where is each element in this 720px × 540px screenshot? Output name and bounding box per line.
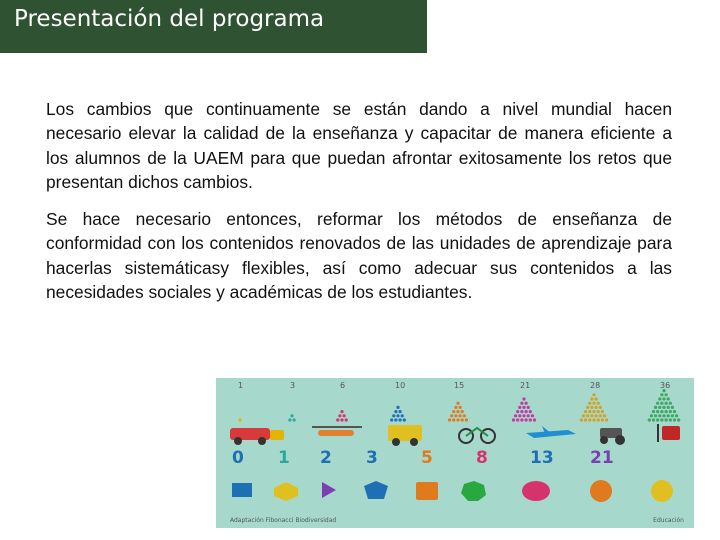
fibonacci-numbers [216,448,694,476]
triangle-dot [238,418,241,421]
triangle-dot [527,406,530,409]
title-bar [0,0,427,53]
triangle-dot [588,418,591,421]
count-label: 3 [290,381,296,390]
body-text [46,97,672,317]
triangle-dot [669,410,672,413]
triangle-dot [677,418,680,421]
fibonacci-number: 8 [476,448,488,468]
triangle-dot [671,406,674,409]
triangle-dot [456,410,459,413]
triangle-dot [531,414,534,417]
triangle-dot [595,397,598,400]
triangle-dot [590,406,593,409]
triangle-dot [396,414,399,417]
fibonacci-number: 21 [590,448,614,468]
triangle-dot [592,410,595,413]
triangle-dot [529,410,532,413]
triangle-dot [522,397,525,400]
triangle-dot [520,402,523,405]
triangle-shape [322,482,336,498]
triangle-dot [525,402,528,405]
triangle-dot [656,410,659,413]
count-label: 1 [238,381,244,390]
triangle-dot [401,414,404,417]
triangle-dot [586,414,589,417]
triangle-dot [654,414,657,417]
triangle-dot [459,414,462,417]
triangle-dot [533,418,536,421]
triangle-dot [665,393,668,396]
triangle-dot [290,414,293,417]
triangle-dot [522,406,525,409]
triangle-dot [597,402,600,405]
fibonacci-number: 2 [320,448,332,468]
triangle-dot [396,406,399,409]
triangle-dot [345,418,348,421]
paragraph-1: Los cambios que continuamente se están dando a nivel mundial hacen necesario elevar la calidad de la enseñanza y capacitar de manera eficiente a los alumnos de la UAEM para que puedan afrontar exitosamente los retos que presentan dichos cambios. [46,99,672,192]
triangle-dot [390,418,393,421]
triangle-dot [525,418,528,421]
triangle-dot [590,397,593,400]
triangle-dot [665,402,668,405]
triangle-dot [399,418,402,421]
triangle-dot [403,418,406,421]
triangle-dot [288,418,291,421]
triangle-dot [660,418,663,421]
triangle-dot [667,397,670,400]
triangle-dot [522,414,525,417]
triangle-dot [338,414,341,417]
triangle-dot [603,414,606,417]
triangle-dot [595,406,598,409]
triangle-dot [665,418,668,421]
triangle-dot [527,414,530,417]
triangle-dot [592,393,595,396]
pentagon-shape [364,481,388,499]
triangle-dot [461,418,464,421]
count-label: 6 [340,381,346,390]
triangle-dot [456,418,459,421]
heptagon-shape [461,481,486,501]
triangle-dot [667,414,670,417]
slide-title: Presentación del programa [14,6,325,32]
triangle-dot [514,414,517,417]
triangle-dot [667,406,670,409]
triangle-dot [448,418,451,421]
helicopter-icon [318,430,354,436]
triangle-dot [592,402,595,405]
paragraph-2: Se hace necesario entonces, reformar los métodos de enseñanza de conformidad con los contenidos renovados de las unidades de aprendizaje para hacerlas sistemáticasy flexibles, así como adecuar sus contenidos a las necesidades sociales y académicas de los estudiantes. [46,209,672,303]
triangle-dot [588,402,591,405]
triangle-dot [516,418,519,421]
triangle-dot [605,418,608,421]
rectangle-shape [232,483,252,497]
triangle-dot [650,414,653,417]
triangle-dot [465,418,468,421]
triangle-dot [662,406,665,409]
fibonacci-number: 5 [421,448,433,468]
triangle-dot [597,418,600,421]
triangle-dot [660,410,663,413]
triangle-dot [675,414,678,417]
triangle-dot [529,418,532,421]
triangle-dot [454,406,457,409]
triangle-dot [601,410,604,413]
fibonacci-poster-image [216,378,694,528]
fibonacci-number: 0 [232,448,244,468]
fibonacci-number: 1 [278,448,290,468]
triangle-dot [518,406,521,409]
triangle-dot [520,418,523,421]
triangle-dot [654,406,657,409]
truck-icon [388,425,422,441]
triangle-dot [669,402,672,405]
count-label: 10 [395,381,406,390]
count-label: 28 [590,381,601,390]
triangle-dot [652,410,655,413]
triangle-dot [669,418,672,421]
count-label: 21 [520,381,531,390]
triangle-dot [592,418,595,421]
triangle-dot [463,414,466,417]
triangle-dot [461,410,464,413]
triangle-dot [673,410,676,413]
forklift-icon [662,426,680,440]
triangle-dot [399,410,402,413]
fibonacci-number: 13 [530,448,554,468]
dot-triangles [238,389,680,422]
triangle-dot [584,410,587,413]
poster-footer-right: Educación [653,517,684,524]
triangle-dot [343,414,346,417]
triangle-dot [394,410,397,413]
triangle-dot [512,418,515,421]
triangle-dot [586,406,589,409]
shapes-row [232,480,673,502]
triangle-dot [336,418,339,421]
fibonacci-number: 3 [366,448,378,468]
triangle-dot [599,406,602,409]
ellipse-shape [522,481,550,501]
triangle-dot [450,414,453,417]
triangle-dot [597,410,600,413]
triangle-dot [656,418,659,421]
poster-footer-left: Adaptación Fibonacci Biodiversidad [230,517,337,524]
triangle-dot [516,410,519,413]
circle-shape-1 [590,480,612,502]
triangle-dot [658,397,661,400]
triangle-dot [660,402,663,405]
triangle-dot [394,418,397,421]
square-shape [416,482,438,500]
hexagon-shape [274,482,298,501]
triangle-dot [340,410,343,413]
triangle-dot [658,414,661,417]
triangle-dot [518,414,521,417]
count-label: 36 [660,381,671,390]
triangle-dot [656,402,659,405]
triangle-dot [293,418,296,421]
triangle-dot [673,418,676,421]
triangle-dot [580,418,583,421]
count-label: 15 [454,381,465,390]
triangle-dot [454,414,457,417]
triangle-dot [665,410,668,413]
triangle-dot [660,393,663,396]
triangle-dot [452,418,455,421]
triangle-dot [392,414,395,417]
triangle-dot [601,418,604,421]
triangle-dot [588,410,591,413]
vehicle-row [230,424,680,446]
triangle-dot [658,406,661,409]
triangle-dot [459,406,462,409]
triangle-dot [662,414,665,417]
triangle-dot [648,418,651,421]
triangle-dot [671,414,674,417]
triangle-dot [584,418,587,421]
triangle-dot [452,410,455,413]
triangle-dot [595,414,598,417]
circle-shape-2 [651,480,673,502]
triangle-dot [520,410,523,413]
triangle-dot [652,418,655,421]
triangle-dot [582,414,585,417]
triangle-dot [525,410,528,413]
triangle-dot [456,402,459,405]
triangle-dot [662,397,665,400]
top-counts [216,381,694,393]
triangle-dot [599,414,602,417]
triangle-dot [590,414,593,417]
triangle-dot [340,418,343,421]
